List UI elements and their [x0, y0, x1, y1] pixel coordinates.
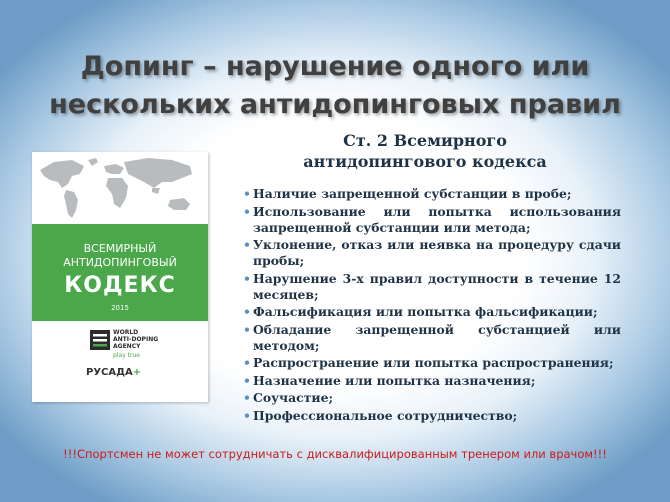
list-item: • Уклонение, отказ или неявка на процедуру сдачи пробы; [243, 237, 621, 269]
cover-year: 2015 [111, 304, 129, 312]
list-item: • Профессиональное сотрудничество; [243, 408, 621, 424]
rusada-mark-icon: + [132, 367, 142, 378]
cover-kodeks: КОДЕКС [64, 273, 176, 298]
cover-line-2: АНТИДОПИНГОВЫЙ [63, 256, 177, 269]
subtitle-line-2: антидопингового кодекса [303, 152, 547, 171]
list-item: • Соучастие; [243, 390, 621, 406]
rusada-text: РУСАДА [86, 367, 133, 378]
subtitle-line-1: Ст. 2 Всемирного [343, 131, 507, 150]
slide-title [0, 48, 670, 124]
list-item: • Фальсификация или попытка фальсификации; [243, 304, 621, 320]
world-map-image [32, 152, 208, 224]
wada-line-1: WORLD [113, 329, 139, 336]
play-true-label: play true [113, 352, 140, 359]
wada-logo-icon [90, 330, 110, 350]
wada-name [113, 329, 158, 350]
violations-list [243, 186, 621, 425]
rusada-logo [86, 367, 141, 378]
wada-line-2: ANTI-DOPING [113, 336, 159, 343]
list-item: • Распространение или попытка распространения; [243, 355, 621, 371]
list-item: • Назначение или попытка назначения; [243, 373, 621, 389]
list-item: • Наличие запрещенной субстанции в пробе; [243, 186, 621, 202]
list-item: • Обладание запрещенной субстанцией или методом; [243, 322, 621, 354]
list-item: • Нарушение 3-х правил доступности в течение 12 месяцев; [243, 271, 621, 303]
list-item: • Использование или попытка использования запрещенной субстанции или метода; [243, 204, 621, 236]
slide-subtitle [260, 130, 590, 172]
cover-line-1: ВСЕМИРНЫЙ [83, 242, 157, 255]
warning-text: !!!Спортсмен не может сотрудничать с дисквалифицированным тренером или врачом!!! [63, 447, 607, 461]
code-book-cover [32, 152, 208, 402]
slide-title-line-2: нескольких антидопинговых правил [49, 89, 621, 120]
wada-line-3: AGENCY [113, 343, 141, 350]
slide-title-line-1: Допинг – нарушение одного или [80, 51, 590, 82]
